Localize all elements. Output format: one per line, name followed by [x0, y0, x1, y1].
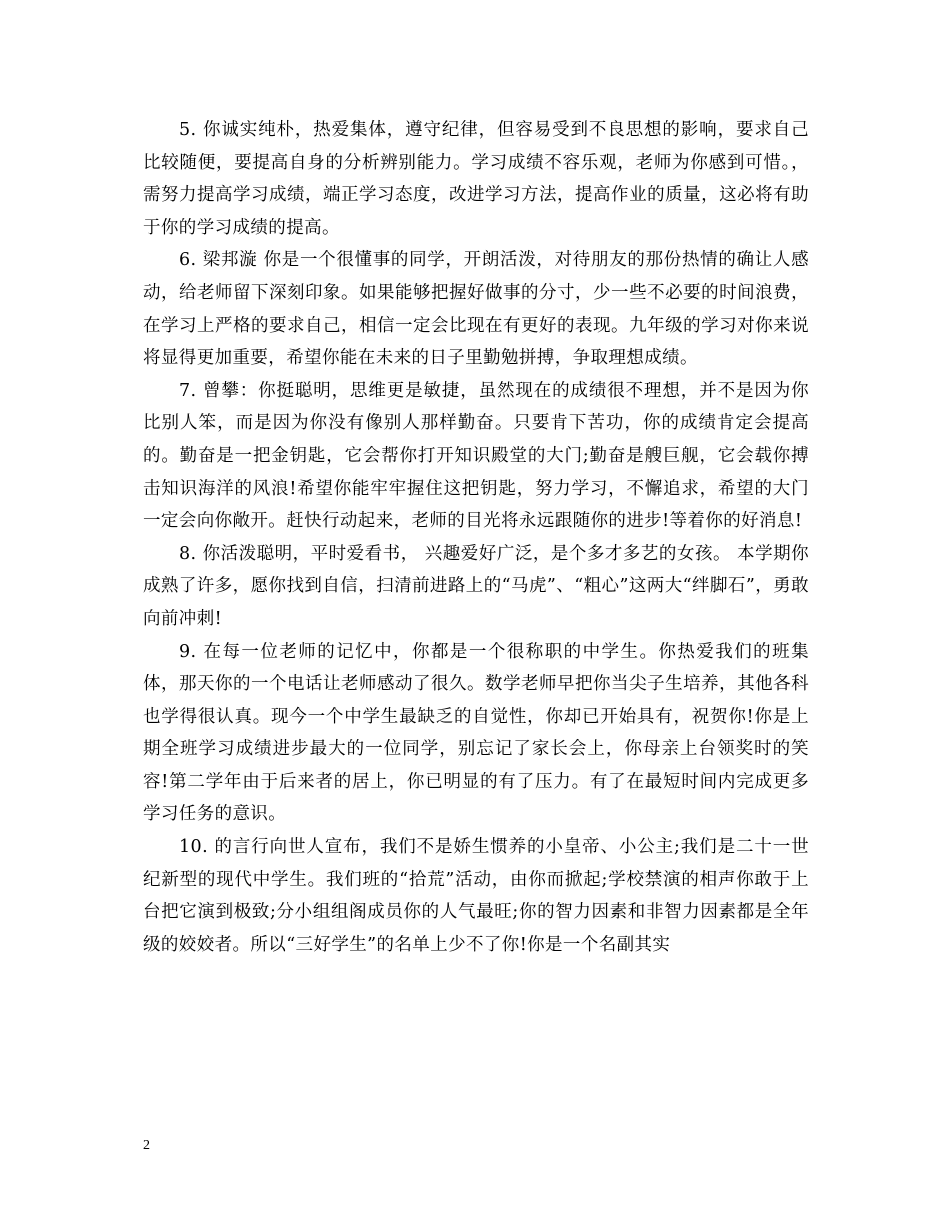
paragraph-item-8: 8. 你活泼聪明，平时爱看书， 兴趣爱好广泛，是个多才多艺的女孩。 本学期你成熟了许多，愿你找到自信，扫清前进路上的“马虎”、“粗心”这两大“绊脚石”，勇敢向前冲刺!: [143, 543, 809, 629]
paragraph-item-5: 5. 你诚实纯朴，热爱集体，遵守纪律，但容易受到不良思想的影响，要求自己比较随便，要提高自身的分析辨别能力。学习成绩不容乐观，老师为你感到可惜。，需努力提高学习成绩，端正学习态度，改进学习方法，提高作业的质量，这必将有助于你的学习成绩的提高。: [143, 120, 809, 238]
document-body: [143, 114, 809, 961]
paragraph-item-9: 9. 在每一位老师的记忆中，你都是一个很称职的中学生。你热爱我们的班集体，那天你的一个电话让老师感动了很久。数学老师早把你当尖子生培养，其他各科也学得很认真。现今一个中学生最缺乏的自觉性，你却已开始具有，祝贺你!你是上期全班学习成绩进步最大的一位同学，别忘记了家长会上，你母亲上台领奖时的笑容!第二学年由于后来者的居上，你已明显的有了压力。有了在最短时间内完成更多学习任务的意识。: [143, 641, 809, 825]
paragraph-item-7: 7. 曾攀：你挺聪明，思维更是敏捷，虽然现在的成绩很不理想，并不是因为你比别人笨，而是因为你没有像别人那样勤奋。只要肯下苦功，你的成绩肯定会提高的。勤奋是一把金钥匙，它会帮你打开知识殿堂的大门;勤奋是艘巨舰，它会载你搏击知识海洋的风浪!希望你能牢牢握住这把钥匙，努力学习，不懈追求，希望的大门一定会向你敞开。赶快行动起来，老师的目光将永远跟随你的进步!等着你的好消息!: [143, 380, 809, 532]
paragraph-item-10: 10. 的言行向世人宣布，我们不是娇生惯养的小皇帝、小公主;我们是二十一世纪新型的现代中学生。我们班的“拾荒”活动，由你而掀起;学校禁演的相声你敢于上台把它演到极致;分小组组阁成员你的人气最旺;你的智力因素和非智力因素都是全年级的姣姣者。所以“三好学生”的名单上少不了你!你是一个名副其实: [143, 837, 809, 955]
page-number: 2: [143, 1138, 150, 1153]
paragraph-item-6: 6. 梁邦漩 你是一个很懂事的同学，开朗活泼，对待朋友的那份热情的确让人感动，给老师留下深刻印象。如果能够把握好做事的分寸，少一些不必要的时间浪费，在学习上严格的要求自己，相信一定会比现在有更好的表现。九年级的学习对你来说将显得更加重要，希望你能在未来的日子里勤勉拼搏，争取理想成绩。: [143, 250, 809, 369]
